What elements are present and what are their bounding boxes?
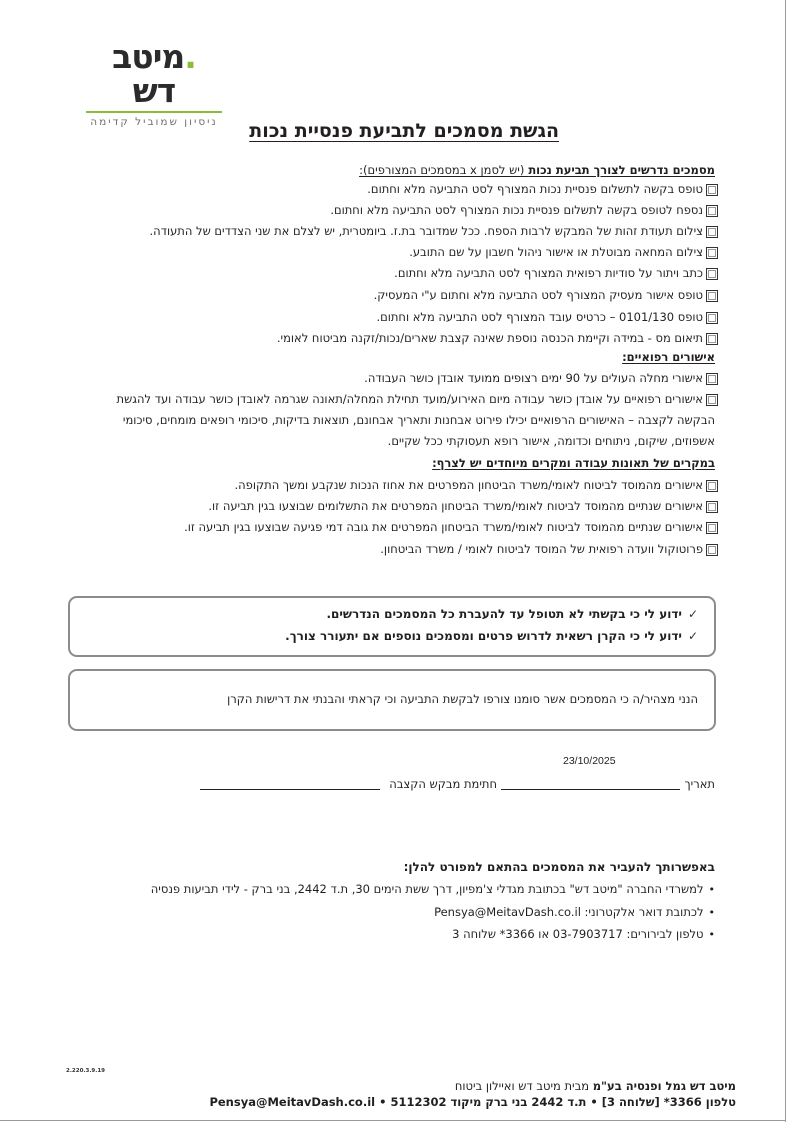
acknowledgement-text: ידוע לי כי הקרן רשאית לדרוש פרטים ומסמכים נוספים אם יתעורר צורך. <box>285 629 682 643</box>
page-edge-bottom <box>0 1120 786 1121</box>
date-label: תאריך <box>684 777 715 791</box>
declaration-text: הנני מצהיר/ה כי המסמכים אשר סומנו צורפו לבקשת התביעה וכי קראתי והבנתי את דרישות הקרן <box>227 692 698 706</box>
medical-continuation-line: הבקשה לקצבה – האישורים הרפואיים יכילו פירוט אבחנות ותאריך אבחונם, תוצאות בדיקות, סיכומי רופאים מומחים, סיכומי <box>122 413 715 427</box>
footer-company-name: מיטב דש גמל ופנסיה בע"מ <box>592 1079 736 1093</box>
checklist-item-label: צילום המחאה מבוטלת או אישור ניהול חשבון על שם התובע. <box>409 245 703 259</box>
checklist-item-medical-reports[interactable] <box>117 392 718 407</box>
footer-contact: טלפון 3366* [שלוחה 3] • ת.ד 2442 בני ברק מיקוד 5112302 • Pensya@MeitavDash.co.il <box>209 1095 736 1109</box>
checklist-item-committee-protocol[interactable] <box>380 542 718 557</box>
checkbox[interactable] <box>706 333 718 345</box>
company-logo <box>86 37 222 129</box>
checklist-item-label: אישורים מהמוסד לביטוח לאומי/משרד הביטחון המפרטים את אחוז הנכות שנקבע ומשך התקופה. <box>234 478 703 492</box>
page-edge-right <box>785 0 786 1122</box>
checklist-item-label: כתב ויתור על סודיות רפואית המצורף לסט התביעה מלא וחתום. <box>394 266 703 280</box>
submission-item-text: למשרדי החברה "מיטב דש" בכתובת מגדלי צ'מפיון, דרך ששת הימים 30, ת.ד 2442, בני ברק - לידי תביעות פנסיה <box>150 882 704 896</box>
checklist-item-label: אישורים רפואיים על אובדן כושר עבודה מיום האירוע/מועד תחילת המחלה/תאונה שגרמה לאובדן כושר עבודה ועד להגשת <box>116 392 703 406</box>
checklist-item-label: נספח לטופס בקשה לתשלום פנסיית נכות המצורף לסט התביעה מלא וחתום. <box>330 203 703 217</box>
checkbox[interactable] <box>706 312 718 324</box>
checkbox[interactable] <box>706 184 718 196</box>
checklist-item-label: טופס בקשה לתשלום פנסיית נכות המצורף לסט התביעה מלא וחתום. <box>367 182 703 196</box>
date-value[interactable]: 23/10/2025 <box>563 755 616 767</box>
logo-tagline: ניסיון שמוביל קדימה <box>90 116 218 128</box>
checklist-item-medical-waiver[interactable] <box>394 266 718 281</box>
date-line[interactable] <box>501 789 680 790</box>
logo-dot: . <box>184 37 196 76</box>
checklist-item-label: תיאום מס - במידה וקיימת הכנסה נוספת שאינה קצבת שארים/נכות/זקנה מביטוח לאומי. <box>276 331 703 345</box>
medical-continuation-line: אשפוזים, שיקום, ניתוחים וכדומה, אישור רופא תעסוקתי ככל שקיים. <box>387 434 715 448</box>
checklist-item-label: אישורים שנתיים מהמוסד לביטוח לאומי/משרד הביטחון המפרטים את גובה דמי פגיעה שבוצעו בגין תביעה זו. <box>184 520 703 534</box>
checkbox[interactable] <box>706 290 718 302</box>
checkbox[interactable] <box>706 480 718 492</box>
checklist-item-appendix[interactable] <box>330 203 718 218</box>
acknowledgement-line <box>285 629 698 643</box>
checklist-item-employer-form[interactable] <box>374 288 718 303</box>
declaration-box <box>68 669 716 731</box>
acknowledgement-text: ידוע לי כי בקשתי לא תטופל עד להעברת כל המסמכים הנדרשים. <box>326 607 682 621</box>
special-cases-heading: במקרים של תאונות עבודה ומקרים מיוחדים יש לצרף: <box>432 456 715 470</box>
submission-item-phone <box>452 927 715 941</box>
submission-item-email <box>434 905 715 919</box>
bullet-icon: • <box>708 905 715 919</box>
page-title: הגשת מסמכים לתביעת פנסיית נכות <box>249 120 559 142</box>
footer-company <box>455 1079 736 1093</box>
form-code: 2.220.3.9.19 <box>66 1068 105 1074</box>
logo-rule <box>86 111 222 113</box>
signature-line[interactable] <box>200 789 380 790</box>
bullet-icon: • <box>708 927 715 941</box>
checklist-item-injury-allowance[interactable] <box>184 520 718 535</box>
checkmark-icon: ✓ <box>687 629 698 643</box>
acknowledgement-box <box>68 596 716 657</box>
checklist-item-label: אישורי מחלה העולים על 90 ימים רצופים ממועד אובדן כושר העבודה. <box>364 371 703 385</box>
required-docs-heading-text: מסמכים נדרשים לצורך תביעת נכות <box>528 163 715 177</box>
signature-label: חתימת מבקש הקצבה <box>389 777 497 791</box>
checklist-item-tax-coordination[interactable] <box>277 331 718 346</box>
checkmark-icon: ✓ <box>687 607 698 621</box>
submission-item-text: טלפון לבירורים: 03-7903717 או 3366* שלוחה 3 <box>452 927 704 941</box>
checkbox[interactable] <box>706 373 718 385</box>
checklist-item-claim-form[interactable] <box>367 182 718 197</box>
checklist-item-label: טופס אישור מעסיק המצורף לסט התביעה מלא וחתום ע"י המעסיק. <box>373 288 703 302</box>
checkbox[interactable] <box>706 226 718 238</box>
checkbox[interactable] <box>706 501 718 513</box>
checkbox[interactable] <box>706 544 718 556</box>
acknowledgement-line <box>326 607 698 621</box>
checkbox[interactable] <box>706 268 718 280</box>
checklist-item-label: טופס 0101/130 – כרטיס עובד המצורף לסט התביעה מלא וחתום. <box>376 310 703 324</box>
submission-item-text: לכתובת דואר אלקטרוני: Pensya@MeitavDash.co.il <box>434 905 704 919</box>
required-docs-heading <box>359 163 715 177</box>
checklist-item-label: פרוטוקול וועדה רפואית של המוסד לביטוח לאומי / משרד הביטחון. <box>380 542 703 556</box>
checklist-item-id-copy[interactable] <box>150 224 718 239</box>
checkbox[interactable] <box>706 394 718 406</box>
checklist-item-annual-payments[interactable] <box>208 499 718 514</box>
medical-heading: אישורים רפואיים: <box>622 350 715 364</box>
required-docs-note: (יש לסמן x במסמכים המצורפים): <box>359 163 525 177</box>
footer-company-desc: מבית מיטב דש ואיילון ביטוח <box>454 1079 593 1093</box>
logo-name: מיטב דש <box>112 37 185 110</box>
checkbox[interactable] <box>706 247 718 259</box>
checklist-item-sick-notes[interactable] <box>364 371 718 386</box>
bullet-icon: • <box>708 882 715 896</box>
submission-item-office <box>151 882 715 896</box>
checklist-item-label: צילום תעודת זהות של המבקש לרבות הספח. ככל שמדובר בת.ז. ביומטרית, יש לצלם את שני הצדדים של התעודה. <box>149 224 703 238</box>
checklist-item-disability-percent[interactable] <box>235 478 718 493</box>
checklist-item-label: אישורים שנתיים מהמוסד לביטוח לאומי/משרד הביטחון המפרטים את התשלומים שבוצעו בגין תביעה זו. <box>208 499 703 513</box>
checkbox[interactable] <box>706 205 718 217</box>
checkbox[interactable] <box>706 522 718 534</box>
checklist-item-form-101[interactable] <box>376 310 718 325</box>
submission-heading: באפשרותך להעביר את המסמכים בהתאם למפורט להלן: <box>403 860 715 874</box>
checklist-item-cancelled-check[interactable] <box>409 245 718 260</box>
